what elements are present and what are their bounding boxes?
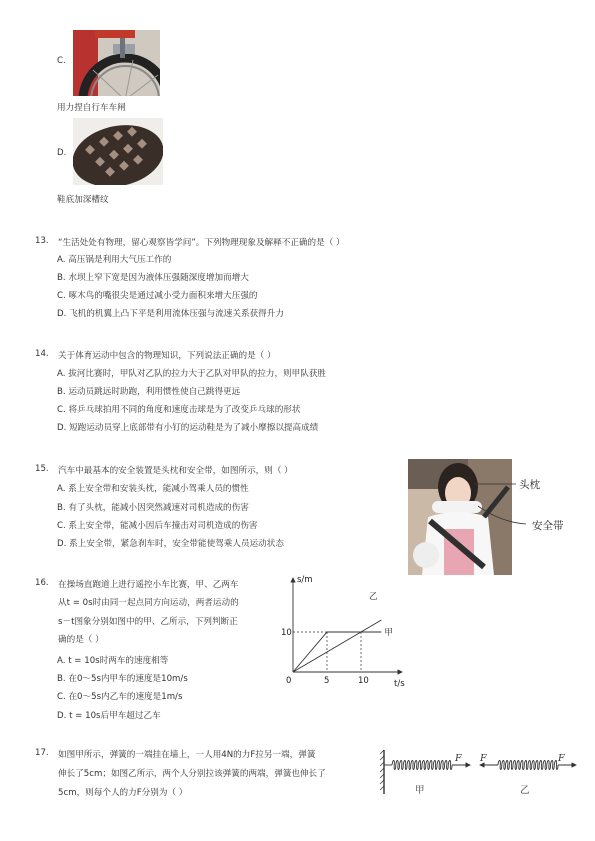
question-13-option-a[interactable]: A. 高压锅是利用大气压工作的 [57,255,172,265]
figure-jia-caption: 甲 [415,785,425,796]
x-tick-label-5: 5 [324,676,330,686]
question-15-option-a[interactable]: A. 系上安全带和安装头枕，能减小驾乘人员的惯性 [57,484,249,494]
y-axis-label: s/m [297,575,313,585]
option-d-label: D. [57,148,67,158]
series-line-jia [293,632,381,672]
question-13-option-d[interactable]: D. 飞机的机翼上凸下平是利用流体压强与流速关系获得升力 [57,309,284,319]
question-16-option-c[interactable]: C. 在0～5s内乙车的速度是1m/s [57,692,183,702]
s-t-graph [280,572,410,690]
force-label-yi-right: F [558,753,565,764]
question-16-option-a[interactable]: A. t = 10s时两车的速度相等 [57,656,169,666]
y-tick-label-10: 10 [281,628,292,638]
question-15-option-d[interactable]: D. 系上安全带，紧急刹车时，安全带能使驾乘人员运动状态 [57,539,284,549]
x-tick-label-0: 0 [286,676,292,686]
option-c-caption: 用力捏自行车车闸 [57,103,126,113]
bike-brake-photo [73,30,160,96]
question-14-option-d[interactable]: D. 短跑运动员穿上底部带有小钉的运动鞋是为了减小摩擦以提高成绩 [57,423,319,433]
question-14-option-b[interactable]: B. 运动员跳远时助跑，利用惯性使自己跳得更远 [57,387,241,397]
question-15-option-c[interactable]: C. 系上安全带，能减小因后车撞击对司机造成的伤害 [57,521,258,531]
question-15-number: 15. [35,464,49,474]
question-17-stem-line-2: 伸长了5cm；如图乙所示，两个人分别拉该弹簧的两端，弹簧也伸长了 [58,769,326,779]
question-14-option-a[interactable]: A. 拔河比赛时，甲队对乙队的拉力大于乙队对甲队的拉力，则甲队获胜 [57,369,327,379]
question-16-stem-line-3: s－t图象分别如图中的甲、乙所示，下列判断正 [58,617,238,627]
question-16-stem-line-1: 在操场直跑道上进行遥控小车比赛，甲、乙两车 [58,580,239,590]
question-17-stem-line-1: 如图甲所示，弹簧的一端挂在墙上，一人用4N的力F拉另一端，弹簧 [58,750,316,760]
spring-figures [380,740,580,800]
shoe-sole-photo [73,118,163,185]
question-15-option-b[interactable]: B. 有了头枕，能减小因突然减速对司机造成的伤害 [57,503,249,513]
question-14-option-c[interactable]: C. 将乒乓球拍用不同的角度和速度击球是为了改变乒乓球的形状 [57,405,301,415]
series-label-jia: 甲 [384,628,393,638]
question-13-option-c[interactable]: C. 啄木鸟的嘴很尖是通过减小受力面积来增大压强的 [57,291,258,301]
option-c-label: C. [57,56,66,66]
question-15-stem: 汽车中最基本的安全装置是头枕和安全带，如图所示，则（ ） [58,466,293,476]
label-headrest: 头枕 [519,479,540,491]
option-d-caption: 鞋底加深槽纹 [57,195,109,205]
series-label-yi: 乙 [369,592,378,603]
question-16-stem-line-2: 从t = 0s时由同一起点同方向运动，两者运动的 [58,598,239,608]
question-13-number: 13. [35,236,49,246]
series-line-yi [293,620,381,672]
x-axis-label: t/s [394,679,405,689]
label-seatbelt: 安全带 [532,520,564,532]
question-16-option-d[interactable]: D. t = 10s后甲车超过乙车 [57,711,161,721]
force-label-yi-left: F [480,753,487,764]
question-13-option-b[interactable]: B. 水坝上窄下宽是因为液体压强随深度增加而增大 [57,273,249,283]
question-16-number: 16. [35,578,49,588]
question-14-stem: 关于体育运动中包含的物理知识，下列说法正确的是（ ） [58,351,276,361]
question-13-stem: “生活处处有物理，留心观察皆学问”。下列物理现象及解释不正确的是（ ） [58,238,345,248]
question-16-stem-line-4: 确的是（ ） [58,635,104,645]
force-label-jia: F [455,753,462,764]
question-17-number: 17. [35,748,49,758]
question-17-stem-line-3: 5cm，则每个人的力F分别为（ ） [58,788,188,798]
x-tick-label-10: 10 [358,676,369,686]
figure-yi-caption: 乙 [520,785,530,796]
question-16-option-b[interactable]: B. 在0～5s内甲车的速度是10m/s [57,674,188,684]
question-14-number: 14. [35,349,49,359]
